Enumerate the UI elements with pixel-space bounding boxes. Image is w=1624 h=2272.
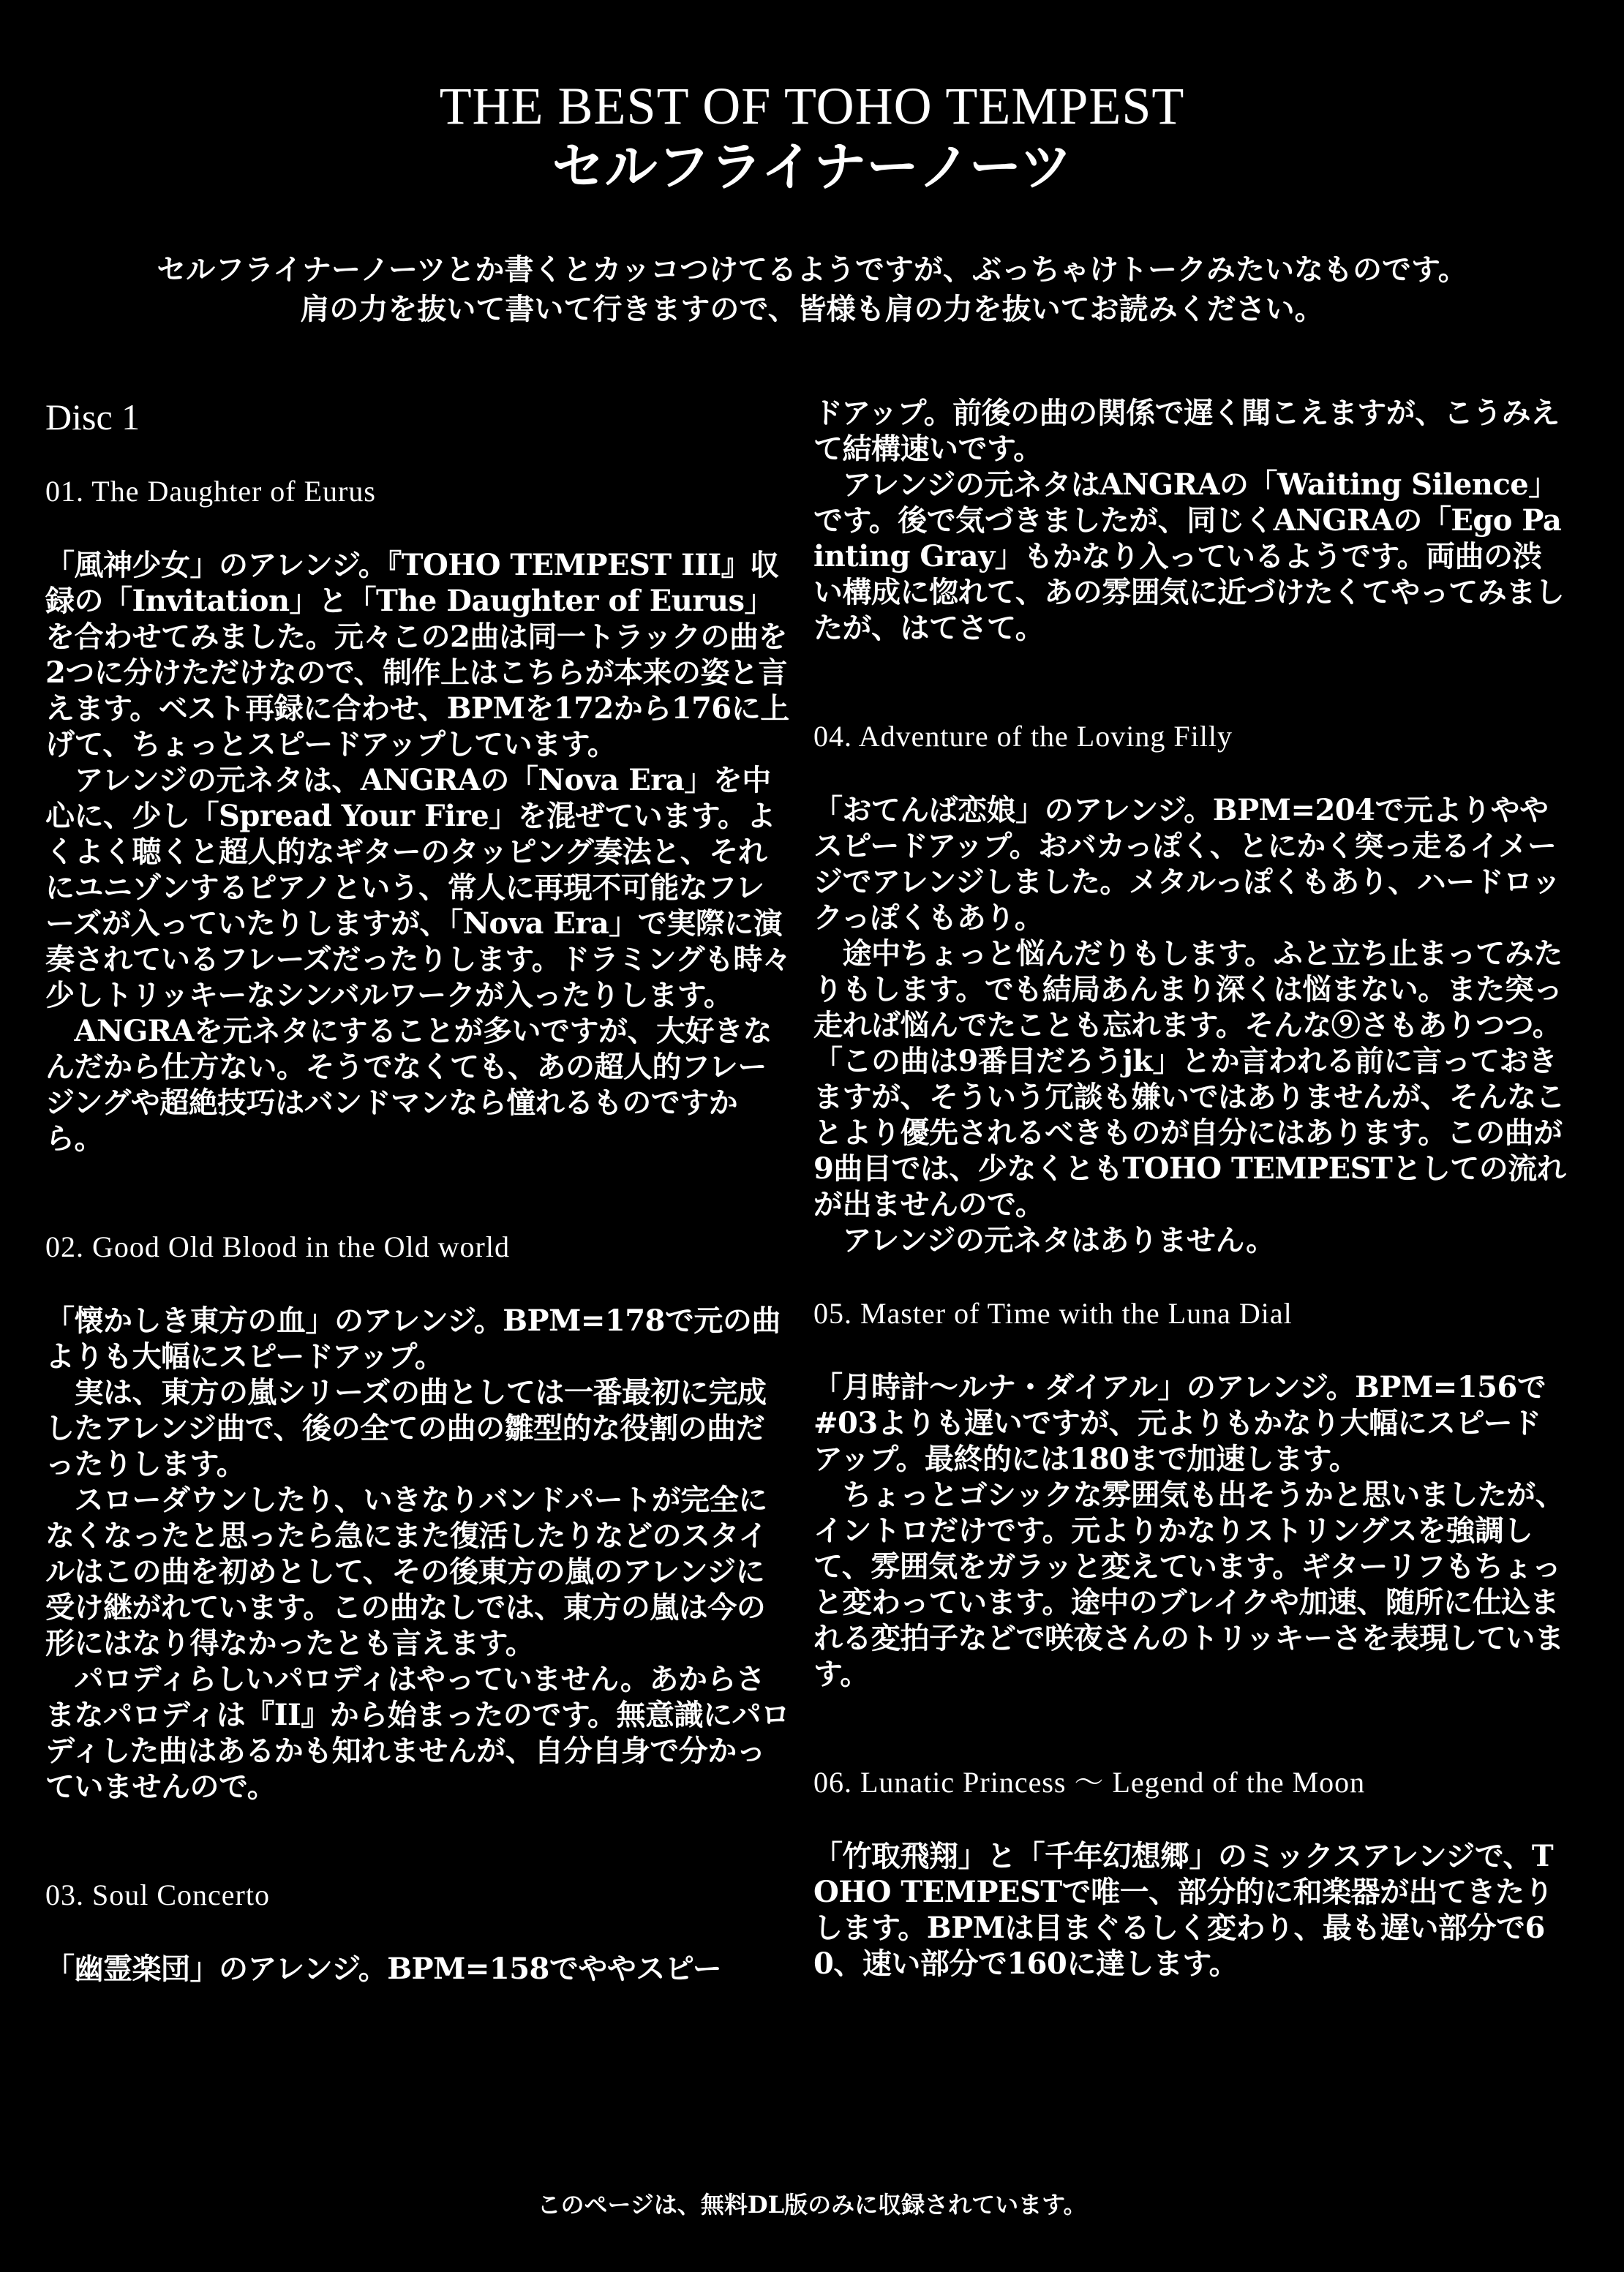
page-header — [0, 77, 1624, 198]
disc-heading: Disc 1 — [45, 396, 140, 437]
track-body-02: 「懐かしき東方の血」のアレンジ。BPM=178で元の曲よりも大幅にスピードアップ。 実は、東方の嵐シリーズの曲としては一番最初に完成したアレンジ曲で、後の全ての曲の雛型的な役割の曲だったりします。 スローダウンしたり、いきなりバンドパートが完全になくなったと思ったら急にまた復活したりなどのスタイルはこの曲を初めとして、その後東方の嵐のアレンジに受け継がれています。この曲なしでは、東方の嵐は今の形にはなり得なかったとも言えます。 パロディらしいパロディはやっていません。あからさまなパロディは『II』から始まったのです。無意識にパロディした曲はあるかも知れませんが、自分自身で分かっていませんので。 — [45, 1304, 790, 1804]
track-body-06: 「竹取飛翔」と「千年幻想郷」のミックスアレンジで、TOHO TEMPESTで唯一、部分的に和楽器が出てきたりします。BPMは目まぐるしく変わり、最も遅い部分で60、速い部分で160に達します。 — [813, 1839, 1554, 1981]
track-title-01: 01. The Daughter of Eurus — [45, 475, 376, 508]
track-body-03: 「幽霊楽団」のアレンジ。BPM=158でややスピー — [45, 1952, 722, 1986]
track-title-06: 06. Lunatic Princess ～ Legend of the Moon — [813, 1766, 1366, 1799]
track-title-04: 04. Adventure of the Loving Filly — [813, 720, 1233, 753]
left-column — [45, 395, 792, 1987]
title-japanese: セルフライナーノーツ — [552, 135, 1072, 198]
track-body-04: 「おてんば恋娘」のアレンジ。BPM=204で元よりややスピードアップ。おバカっぽく、とにかく突っ走るイメージでアレンジしました。メタルっぽくもあり、ハードロックっぽくもあり。 途中ちょっと悩んだりもします。ふと立ち止まってみたりもします。でも結局あんまり深くは悩まない。また突っ走れば悩んでたことも忘れます。そんな⑨さもありつつ。 「この曲は9番目だろうjk」とか言われる前に言っておきますが、そういう冗談も嫌いではありませんが、そんなことより優先されるべきものが自分にはあります。この曲が9曲目では、少なくともTOHO TEMPESTとしての流れが出ませんので。 アレンジの元ネタはありません。 — [813, 793, 1566, 1257]
intro-line-1: セルフライナーノーツとか書くとカッコつけてるようですが、ぶっちゃけトークみたいなものです。 — [157, 252, 1467, 287]
track-body-05: 「月時計～ルナ・ダイアル」のアレンジ。BPM=156で#03よりも遅いですが、元よりもかなり大幅にスピードアップ。最終的には180まで加速します。 ちょっとゴシックな雰囲気も出そうかと思いましたが、イントロだけです。元よりかなりストリングスを強調して、雰囲気をガラッと変えています。ギターリフもちょっと変わっています。途中のブレイクや加速、随所に仕込まれる変拍子などで咲夜さんのトリッキーさを表現しています。 — [813, 1370, 1565, 1691]
track-title-02: 02. Good Old Blood in the Old world — [45, 1230, 510, 1263]
intro-text — [0, 250, 1624, 329]
intro-line-2: 肩の力を抜いて書いて行きますので、皆様も肩の力を抜いてお読みください。 — [300, 292, 1324, 326]
track-title-03: 03. Soul Concerto — [45, 1878, 270, 1911]
title-english: THE BEST OF TOHO TEMPEST — [439, 77, 1185, 135]
track-body-01: 「風神少女」のアレンジ。『TOHO TEMPEST III』収録の「Invitation」と「The Daughter of Eurus」を合わせてみました。元々この2曲は同一トラックの曲を2つに分けただけなので、制作上はこちらが本来の姿と言えます。ベスト再録に合わせ、BPMを172から176に上げて、ちょっとスピードアップしています。 アレンジの元ネタは、ANGRAの「Nova Era」を中心に、少し「Spread Your Fire」を混ぜています。よくよく聴くと超人的なギターのタッピング奏法と、それにユニゾンするピアノという、常人に再現不可能なフレーズが入っていたりしますが、「Nova Era」で実際に演奏されているフレーズだったりします。ドラミングも時々少しトリッキーなシンバルワークが入ったりします。 ANGRAを元ネタにすることが多いですが、大好きなんだから仕方ない。そうでなくても、あの超人的フレージングや超絶技巧はバンドマンなら憧れるものですから。 — [45, 548, 792, 1156]
track-body-03-continued: ドアップ。前後の曲の関係で遅く聞こえますが、こうみえて結構速いです。 アレンジの元ネタはANGRAの「Waiting Silence」です。後で気づきましたが、同じくANGRAの「Ego Painting Gray」もかなり入っているようです。両曲の渋い構成に惚れて、あの雰囲気に近づけたくてやってみましたが、はてさて。 — [813, 396, 1565, 645]
right-column — [813, 395, 1567, 1982]
footer-note: このページは、無料DL版のみに収録されています。 — [537, 2191, 1087, 2219]
track-title-05: 05. Master of Time with the Luna Dial — [813, 1297, 1293, 1330]
